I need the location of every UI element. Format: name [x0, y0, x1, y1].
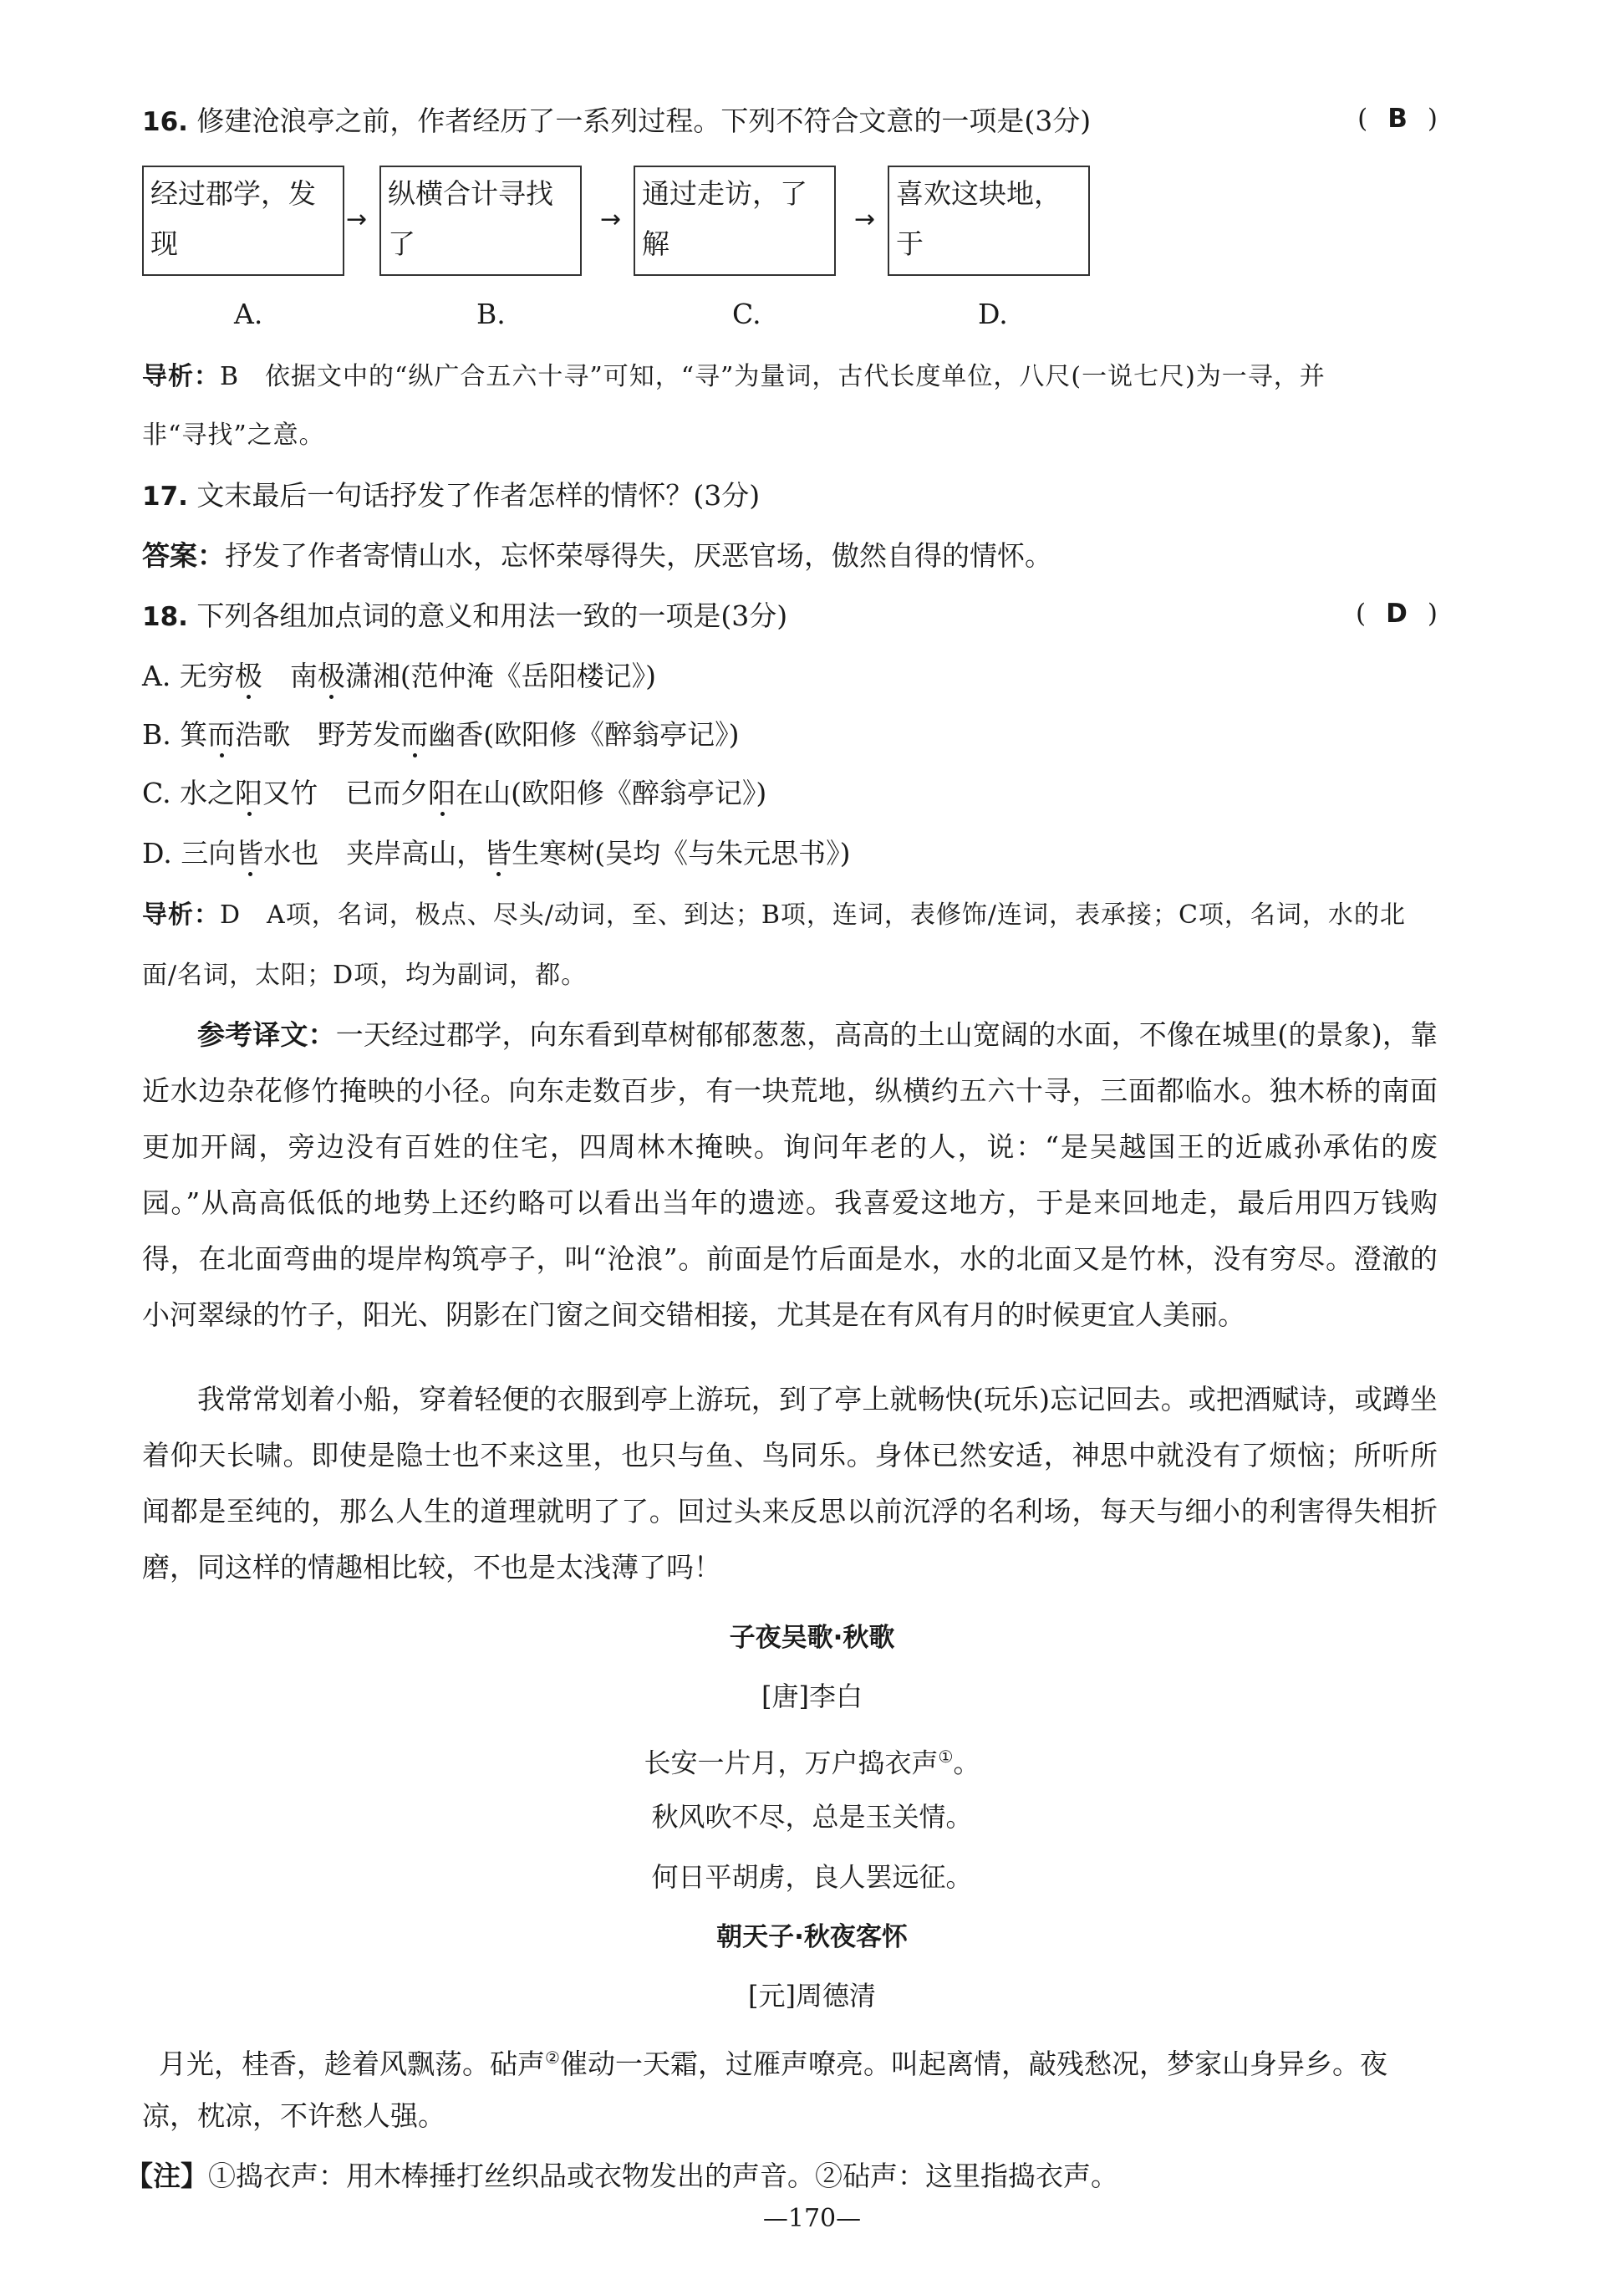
q16-option-c: C.	[732, 298, 761, 330]
q18-analysis-line1	[142, 896, 1438, 935]
poem1-line1-text: 长安一片月，万户捣衣声	[644, 1747, 939, 1779]
q18-answer-bracket: ( D )	[1356, 599, 1438, 629]
q18-option-b-pre: B. 箕	[142, 718, 208, 751]
q16-box-a	[142, 166, 344, 276]
q17-answer-line	[142, 537, 1438, 575]
q16-stem: 修建沧浪亭之前，作者经历了一系列过程。下列不符合文意的一项是(3分)	[196, 105, 1092, 137]
translation-text-1: 一天经过郡学，向东看到草树郁郁葱葱，高高的土山宽阔的水面，不像在城里(的景象)，靠近水边杂花修竹掩映的小径。向东走数百步，有一块荒地，纵横约五六十寻，三面都临水。独木桥的南面更加开阔，旁边没有百姓的住宅，四周林木掩映。询问年老的人，说：“是吴越国王的近戚孙承佑的废园。”从高高低低的地势上还约略可以看出当年的遗迹。我喜爱这地方，于是来回地走，最后用四万钱购得，在北面弯曲的堤岸构筑亭子，叫“沧浪”。前面是竹后面是水，水的北面又是竹林，没有穷尽。澄澈的小河翠绿的竹子，阳光、阴影在门窗之间交错相接，尤其是在有风有月的时候更宜人美丽。	[142, 1018, 1438, 1331]
dotted-word: 而	[207, 718, 236, 751]
q16-option-b: B.	[476, 298, 506, 330]
poem1-author: [唐]李白	[761, 1681, 863, 1712]
q16-box-d-line1: 喜欢这块地，于	[896, 177, 1061, 260]
q16-box-b-line1: 纵横合计寻找了	[388, 177, 553, 260]
q18-option-a	[142, 657, 1438, 696]
q16-stem-line	[142, 102, 1438, 141]
notes-line	[125, 2157, 1421, 2196]
translation-paragraph-2: 我常常划着小船，穿着轻便的衣服到亭上游玩，到了亭上就畅快(玩乐)忘记回去。或把酒赋诗，或蹲坐着仰天长啸。即使是隐士也不来这里，也只与鱼、鸟同乐。身体已然安适，神思中就没有了烦恼；所听所闻都是至纯的，那么人生的道理就明了了。回过头来反思以前沉浮的名利场，每天与细小的利害得失相折磨，同这样的情趣相比较，不也是太浅薄了吗！	[142, 1383, 1438, 1584]
translation-paragraph-1	[142, 1007, 1438, 1343]
q16-box-a-line2	[150, 269, 336, 276]
q18-stem: 下列各组加点词的意义和用法一致的一项是(3分)	[196, 599, 788, 632]
translation-label: 参考译文：	[197, 1018, 336, 1051]
q16-analysis-text1: B 依据文中的“纵广合五六十寻”可知，“寻”为量词，古代长度单位，八尺(一说七尺)为一寻，并	[220, 362, 1326, 391]
q16-answer-bracket: ( B )	[1357, 104, 1438, 134]
q18-option-c	[142, 774, 1438, 813]
q16-analysis-line2: 非“寻找”之意。	[142, 421, 325, 450]
q18-stem-line	[142, 597, 1438, 636]
dotted-word: 而	[400, 718, 429, 751]
q18-option-d-pre: D. 三向	[142, 837, 237, 870]
poem1-title: 子夜吴歌·秋歌	[729, 1623, 895, 1653]
q18-option-b-mid: 浩歌 野芳发	[235, 718, 401, 751]
dotted-word: 极	[317, 660, 345, 692]
q18-option-d	[142, 834, 1438, 873]
q16-box-d-line2	[896, 269, 1082, 276]
q18-option-a-mid: 南	[262, 660, 318, 692]
notes-label: 【注】	[125, 2160, 208, 2192]
q18-number: 18.	[142, 602, 188, 632]
q16-box-c-line1: 通过走访，了解	[642, 177, 807, 260]
q16-box-b-line2	[388, 269, 573, 276]
q17-answer-label: 答案：	[142, 539, 225, 572]
q17-answer-text: 抒发了作者寄情山水，忘怀荣辱得失，厌恶官场，傲然自得的情怀。	[225, 539, 1052, 572]
q18-option-c-pre: C. 水之	[142, 777, 236, 809]
arrow-icon: →	[346, 205, 368, 234]
q18-option-d-post: 生寒树(吴均《与朱元思书》)	[512, 837, 851, 870]
q17-number: 17.	[142, 482, 188, 512]
poem2-text-line1	[159, 2038, 1454, 2083]
q16-option-a: A.	[234, 298, 263, 330]
note-marker: ②	[545, 2048, 560, 2068]
q16-answer: B	[1387, 104, 1408, 134]
q18-analysis-label: 导析：	[142, 900, 220, 930]
q16-box-a-line1: 经过郡学，发现	[150, 177, 316, 260]
q18-answer: D	[1386, 599, 1408, 629]
q18-option-a-pre: A. 无穷	[142, 660, 235, 692]
q16-option-d: D.	[978, 298, 1008, 330]
notes-text: ①捣衣声：用木棒捶打丝织品或衣物发出的声音。②砧声：这里指捣衣声。	[208, 2160, 1118, 2192]
q16-box-c	[634, 166, 836, 276]
poem2-text-line2: 凉，枕凉，不许愁人强。	[142, 2099, 445, 2132]
poem2-title: 朝天子·秋夜客怀	[716, 1922, 908, 1952]
q18-option-c-post: 在山(欧阳修《醉翁亭记》)	[456, 777, 767, 809]
q16-number: 16.	[142, 107, 188, 137]
poem2-text-a: 月光，桂香，趁着风飘荡。砧声	[159, 2048, 545, 2080]
poem1-line1-end: 。	[953, 1747, 980, 1779]
q18-option-c-mid: 又竹 已而夕	[262, 777, 429, 809]
dotted-word: 皆	[484, 837, 512, 870]
q16-box-c-line2	[642, 269, 827, 276]
arrow-icon: →	[600, 205, 622, 234]
q17-stem-line	[142, 477, 1438, 516]
q16-box-d	[888, 166, 1090, 276]
dotted-word: 皆	[236, 837, 264, 870]
q16-analysis-label: 导析：	[142, 362, 220, 391]
page-number: —170—	[762, 2204, 862, 2233]
dotted-word: 极	[234, 660, 262, 692]
q18-analysis-text1: D A项，名词，极点、尽头/动词，至、到达；B项，连词，表修饰/连词，表承接；C项，名词，水的北	[220, 900, 1406, 930]
q18-option-a-post: 潇湘(范仲淹《岳阳楼记》)	[344, 660, 657, 692]
q18-analysis-line2: 面/名词，太阳；D项，均为副词，都。	[142, 961, 588, 990]
q18-option-b	[142, 716, 1438, 754]
q17-stem: 文末最后一句话抒发了作者怎样的情怀？(3分)	[196, 479, 761, 512]
q16-analysis-line1	[142, 358, 1438, 396]
poem2-author: [元]周德清	[748, 1980, 876, 2012]
arrow-icon: →	[854, 205, 876, 234]
poem1-line2: 秋风吹不尽，总是玉关情。	[651, 1801, 973, 1833]
poem1-line1	[0, 1737, 1624, 1783]
q16-box-b	[379, 166, 582, 276]
poem1-line3: 何日平胡虏，良人罢远征。	[651, 1861, 973, 1893]
q18-option-b-post: 幽香(欧阳修《醉翁亭记》)	[428, 718, 740, 751]
poem2-text-b: 催动一天霜，过雁声嘹亮。叫起离情，敲残愁况，梦家山身异乡。夜	[559, 2048, 1387, 2080]
q18-option-d-mid: 水也 夹岸高山，	[263, 837, 485, 870]
dotted-word: 阳	[235, 777, 263, 809]
note-marker: ①	[938, 1747, 954, 1767]
dotted-word: 阳	[428, 777, 456, 809]
